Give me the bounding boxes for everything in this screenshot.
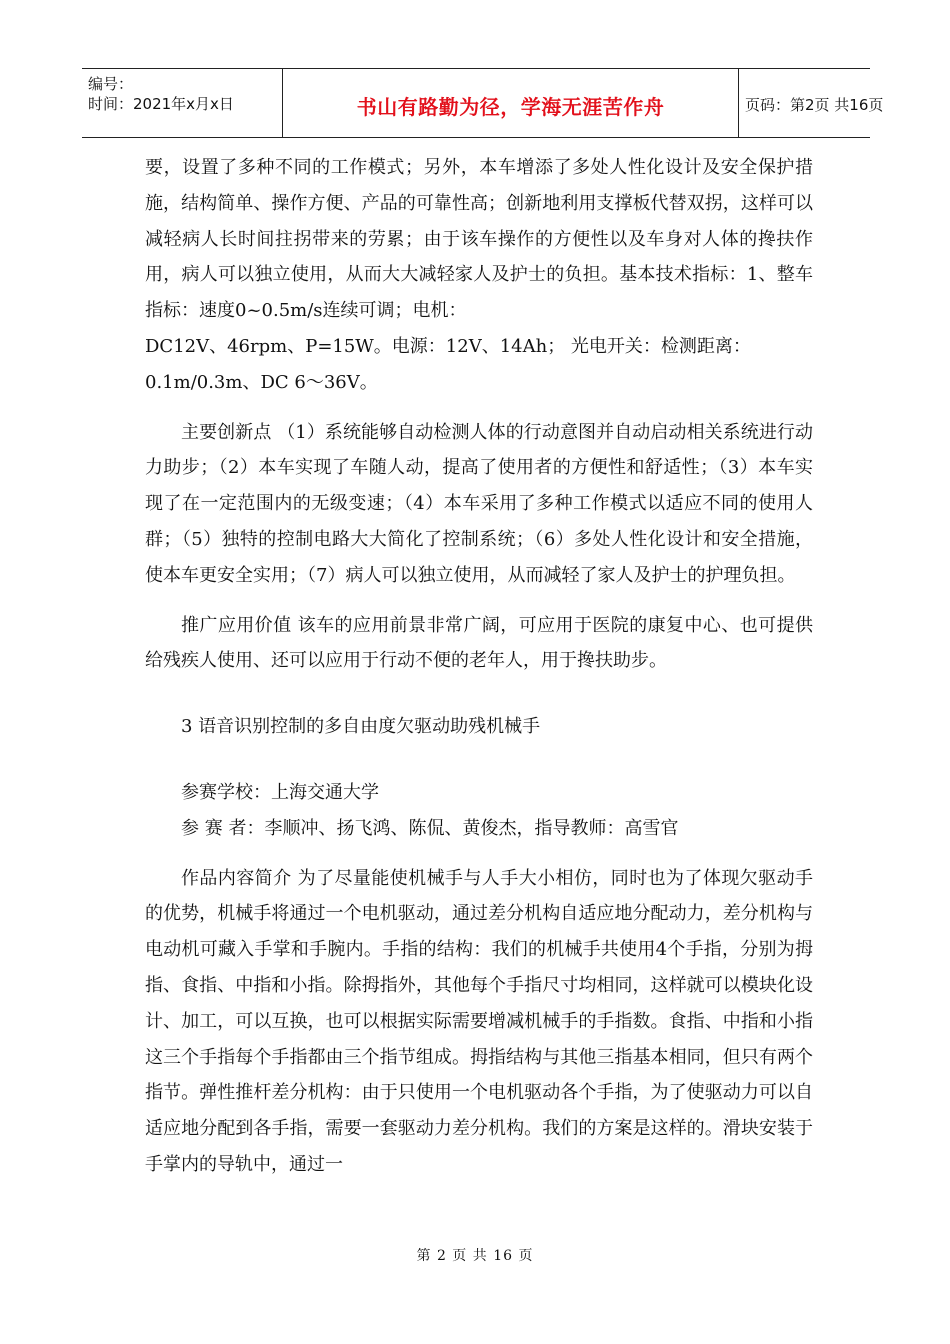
participating-school: 参赛学校：上海交通大学 xyxy=(181,781,379,803)
document-body xyxy=(145,150,813,1183)
section-title: 3 语音识别控制的多自由度欠驱动助残机械手 xyxy=(181,716,541,738)
header-motto: 书山有路勤为径，学海无涯苦作舟 xyxy=(356,95,665,119)
header-motto-cell xyxy=(282,69,739,137)
paragraph-walker-specs-cont: 0.1m/0.3m、DC 6～36V。 xyxy=(145,371,378,393)
participants-list: 参 赛 者：李顺冲、扬飞鸿、陈侃、黄俊杰，指导教师：高雪官 xyxy=(181,817,679,839)
header-meta-cell xyxy=(82,69,282,137)
paragraph-work-introduction: 作品内容简介 为了尽量能使机械手与人手大小相仿，同时也为了体现欠驱动手的优势，机械手将通过一个电机驱动，通过差分机构自适应地分配动力，差分机构与电动机可藏入手掌和手腕内。手指的结构：我们的机械手共使用4个手指，分别为拇指、食指、中指和小指。除拇指外，其他每个手指尺寸均相同，这样就可以模块化设计、加工，可以互换，也可以根据实际需要增减机械手的手指数。食指、中指和小指这三个手指每个手指都由三个指节组成。拇指结构与其他三指基本相同，但只有两个指节。弹性推杆差分机构：由于只使用一个电机驱动各个手指，为了使驱动力可以自适应地分配到各手指，需要一套驱动力差分机构。我们的方案是这样的。滑块安装于手掌内的导轨中，通过一 xyxy=(145,867,813,1175)
paragraph-walker-summary: 要，设置了多种不同的工作模式；另外，本车增添了多处人性化设计及安全保护措施，结构简单、操作方便、产品的可靠性高；创新地利用支撑板代替双拐，这样可以减轻病人长时间拄拐带来的劳累；由于该车操作的方便性以及车身对人体的搀扶作用，病人可以独立使用，从而大大减轻家人及护士的负担。基本技术指标：1、整车指标：速度0~0.5m/s连续可调；电机： xyxy=(145,157,813,322)
paragraph-innovations: 主要创新点 （1）系统能够自动检测人体的行动意图并自动启动相关系统进行动力助步；（2）本车实现了车随人动，提高了使用者的方便性和舒适性；（3）本车实现了在一定范围内的无级变速；（4）本车采用了多种工作模式以适应不同的使用人群；（5）独特的控制电路大大简化了控制系统；（6）多处人性化设计和安全措施，使本车更安全实用；（7）病人可以独立使用，从而减轻了家人及护士的护理负担。 xyxy=(145,421,813,586)
header-page-cell xyxy=(739,69,884,137)
header-page-number: 页码：第2页 共16页 xyxy=(745,96,884,114)
paragraph-walker-specs: DC12V、46rpm、P=15W。电源：12V、14Ah； 光电开关：检测距离： xyxy=(145,335,751,357)
page-footer: 第 2 页 共 16 页 xyxy=(416,1248,534,1264)
paragraph-application-value: 推广应用价值 该车的应用前景非常广阔，可应用于医院的康复中心、也可提供给残疾人使用、还可以应用于行动不便的老年人，用于搀扶助步。 xyxy=(145,614,813,672)
document-number-label: 编号： xyxy=(88,75,134,93)
page-header xyxy=(82,68,884,138)
document-time-label: 时间：2021年x月x日 xyxy=(88,95,234,113)
